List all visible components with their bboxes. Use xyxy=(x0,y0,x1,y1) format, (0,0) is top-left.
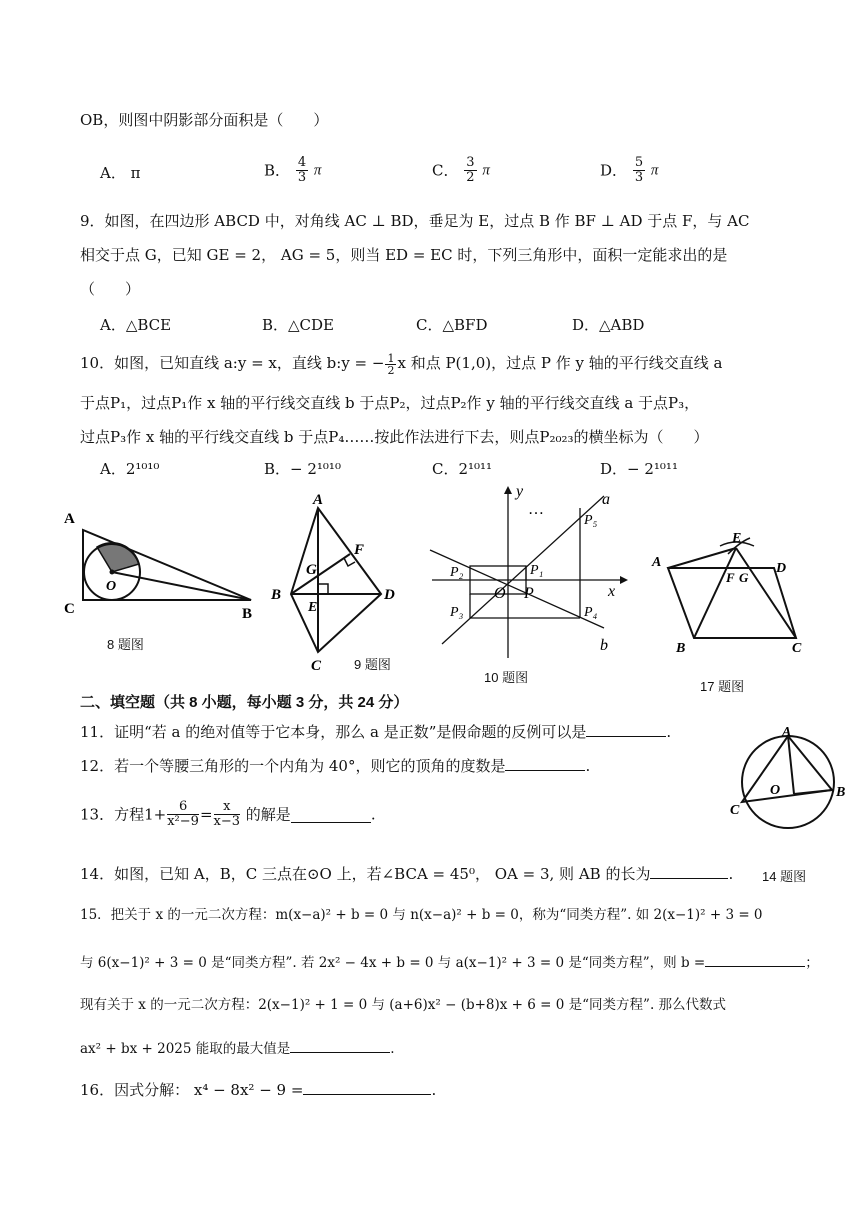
q10-line-3: 过点P₃作 x 轴的平行线交直线 b 于点P₄……按此作法进行下去，则点P₂₀₂₃的横坐标为（ ） xyxy=(80,428,709,446)
fig10-label-p3: P₃ xyxy=(450,605,464,620)
fig14-caption: 14 题图 xyxy=(762,869,807,884)
q8-option-b-fraction: $\frac{4}{3}$ xyxy=(297,155,307,185)
q8-option-a[interactable]: A． π xyxy=(100,164,141,182)
q11: 11．证明“若 a 的绝对值等于它本身，那么 a 是正数”是假命题的反例可以是 . xyxy=(80,720,671,743)
fig17-label-a: A xyxy=(652,555,662,570)
fig9-label-c: C xyxy=(311,658,322,674)
fig10-label-p2: P₂ xyxy=(450,565,464,580)
q13-fraction-2: $\frac{x}{x-3}$ xyxy=(213,799,241,829)
fig9-label-b: B xyxy=(271,587,282,603)
q9-line-2: 相交于点 G，已知 GE = 2， AG = 5，则当 ED = EC 时，下列三角形中，面积一定能求出的是 xyxy=(80,246,728,264)
fig14-label-o: O xyxy=(770,783,781,798)
q8-option-d[interactable]: D． $\frac{5}{3}$ π xyxy=(600,155,659,185)
q15-answer-blank-2[interactable] xyxy=(290,1036,390,1053)
q9-option-b[interactable]: B．△CDE xyxy=(262,316,335,334)
fig8-label-c: C xyxy=(64,601,75,617)
q9-line-3: （ ） xyxy=(80,280,141,298)
q10-line-2: 于点P₁，过点P₁作 x 轴的平行线交直线 b 于点P₂，过点P₂作 y 轴的平行线交直线 a 于点P₃， xyxy=(80,394,700,412)
figure-17 xyxy=(650,524,810,660)
q8-option-c-fraction: $\frac{3}{2}$ xyxy=(466,155,475,185)
fig9-label-d: D xyxy=(384,587,395,603)
q15-line-2: 与 6(x−1)² + 3 = 0 是“同类方程”. 若 2x² − 4x + b = 0 与 a(x−1)² + 3 = 0 是“同类方程”，则 b = ； xyxy=(80,950,819,974)
q8-option-d-fraction: $\frac{5}{3}$ xyxy=(634,155,644,185)
fig9-label-f: F xyxy=(354,542,365,558)
fig8-caption: 8 题图 xyxy=(107,637,144,652)
fig8-label-o: O xyxy=(106,579,117,594)
fig9-label-g: G xyxy=(306,562,317,578)
fig8-label-b: B xyxy=(242,606,253,620)
figure-14 xyxy=(726,720,856,840)
q13-fraction-1: $\frac{6}{\text{x²−9}}$ xyxy=(167,799,199,829)
fig10-ellipsis: … xyxy=(528,501,544,518)
fig10-label-a: a xyxy=(602,491,610,508)
q14: 14．如图，已知 A，B，C 三点在⊙O 上，若∠BCA = 45⁰， OA = 3, 则 AB 的长为 . xyxy=(80,862,733,885)
q13-answer-blank[interactable] xyxy=(291,806,371,823)
q15-line-4: ax² + bx + 2025 能取的最大值是 . xyxy=(80,1036,395,1060)
q9-option-d[interactable]: D．△ABD xyxy=(572,316,645,334)
q9-option-c[interactable]: C．△BFD xyxy=(416,316,488,334)
q8-option-c[interactable]: C． $\frac{3}{2}$ π xyxy=(432,155,490,185)
q10-option-a[interactable]: A．2¹⁰¹⁰ xyxy=(100,460,160,478)
fig10-label-x: x xyxy=(608,583,616,600)
fig10-label-p1: P₁ xyxy=(530,563,544,578)
fig17-label-e: E xyxy=(732,531,742,546)
fig8-shaded-sector xyxy=(97,543,139,572)
q11-answer-blank[interactable] xyxy=(586,720,666,737)
fig10-label-y: y xyxy=(516,483,524,500)
q8-option-b[interactable]: B． $\frac{4}{3}$ π xyxy=(264,155,322,185)
fig17-label-d: D xyxy=(776,561,787,576)
q10-option-d[interactable]: D．− 2¹⁰¹¹ xyxy=(600,460,678,478)
figure-8 xyxy=(56,500,266,620)
fig9-quadrilateral xyxy=(291,508,381,652)
fig8-label-a: A xyxy=(64,511,75,527)
fig14-label-c: C xyxy=(730,803,740,818)
fig17-label-c: C xyxy=(792,641,802,656)
q10-fraction: $\frac{1}{2}$ xyxy=(387,351,395,377)
q16-answer-blank[interactable] xyxy=(303,1078,431,1095)
fig10-label-p5: P₅ xyxy=(584,513,598,528)
fig17-label-b: B xyxy=(676,641,686,656)
fig14-label-b: B xyxy=(836,785,846,800)
fig14-label-a: A xyxy=(782,725,792,740)
section-2-heading: 二、填空题（共 8 小题，每小题 3 分，共 24 分） xyxy=(80,694,409,711)
q10-option-b[interactable]: B．− 2¹⁰¹⁰ xyxy=(264,460,341,478)
q16: 16．因式分解： x⁴ − 8x² − 9 = . xyxy=(80,1078,436,1101)
q12-answer-blank[interactable] xyxy=(505,754,585,771)
q10-option-c[interactable]: C．2¹⁰¹¹ xyxy=(432,460,493,478)
q10-line-1: 10．如图，已知直线 a:y = x，直线 b:y = − $\frac{1}{2}$ x 和点 P(1,0)，过点 P 作 y 轴的平行线交直线 a xyxy=(80,351,723,377)
fig10-label-p4: P₄ xyxy=(584,605,598,620)
fig10-label-p: P xyxy=(524,585,534,602)
q12: 12．若一个等腰三角形的一个内角为 40°，则它的顶角的度数是 . xyxy=(80,754,590,777)
q14-answer-blank[interactable] xyxy=(650,862,728,879)
q8-stem-tail: OB，则图中阴影部分面积是（ ） xyxy=(80,111,329,129)
q13: 13．方程1+ $\frac{6}{\text{x²−9}}$ = $\frac{x}{x-3}$ 的解是 . xyxy=(80,799,376,829)
q9-line-1: 9．如图，在四边形 ABCD 中，对角线 AC ⊥ BD，垂足为 E，过点 B 作 BF ⊥ AD 于点 F，与 AC xyxy=(80,212,750,230)
fig17-caption: 17 题图 xyxy=(700,679,745,694)
figure-10 xyxy=(424,478,634,660)
fig17-label-g: G xyxy=(739,570,749,585)
fig10-caption: 10 题图 xyxy=(484,670,529,685)
figure-9 xyxy=(264,490,414,680)
fig17-label-f: F xyxy=(726,570,735,585)
q9-option-a[interactable]: A．△BCE xyxy=(100,316,172,334)
fig9-caption: 9 题图 xyxy=(354,657,391,672)
q15-line-1: 15．把关于 x 的一元二次方程：m(x−a)² + b = 0 与 n(x−a)² + b = 0，称为“同类方程”. 如 2(x−1)² + 3 = 0 xyxy=(80,907,763,923)
q15-line-3: 现有关于 x 的一元二次方程：2(x−1)² + 1 = 0 与 (a+6)x² − (b+8)x + 6 = 0 是“同类方程”. 那么代数式 xyxy=(80,997,727,1013)
fig10-label-o: O xyxy=(494,585,506,602)
fig9-label-e: E xyxy=(308,600,318,615)
fig9-label-a: A xyxy=(313,492,324,508)
q15-answer-blank-1[interactable] xyxy=(705,950,805,967)
fig10-label-b: b xyxy=(600,637,608,654)
